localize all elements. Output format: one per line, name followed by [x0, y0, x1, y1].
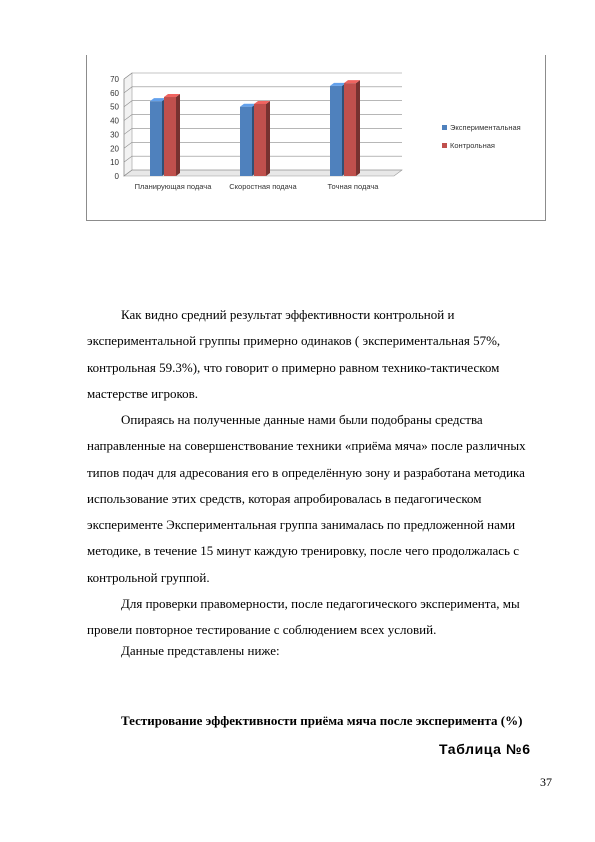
y-tick-label: 50: [110, 102, 119, 112]
x-tick-label: Точная подача: [327, 182, 379, 191]
table-caption: Тестирование эффективности приёма мяча после эксперимента (%): [121, 713, 523, 728]
paragraph-1: [87, 302, 557, 407]
paragraph-line: Данные представлены ниже:: [121, 643, 280, 658]
bar: [240, 107, 252, 176]
chart-frame: [86, 55, 546, 221]
legend-label: Экспериментальная: [450, 123, 521, 132]
bar-side: [176, 94, 180, 176]
paragraph-3: [87, 591, 557, 644]
chart-side-wall: [124, 73, 132, 176]
y-tick-label: 70: [110, 75, 119, 84]
y-tick-label: 60: [110, 88, 119, 98]
legend-swatch: [442, 143, 447, 148]
paragraph-2: [87, 407, 557, 591]
bar: [150, 101, 162, 176]
paragraph-line: типов подач для адресования его в определённую зону и разработана методика: [87, 464, 525, 480]
paragraph-line: эксперименте Экспериментальная группа занималась по предложенной нами: [87, 517, 516, 533]
paragraph-line: использование этих средств, которая апробировалась в педагогическом: [87, 490, 482, 506]
x-tick-label: Скоростная подача: [229, 182, 297, 191]
y-tick-label: 0: [114, 172, 119, 181]
paragraph-line: контрольная 59.3%), что говорит о примерно равном технико-тактическом: [87, 359, 500, 375]
gridline: [124, 73, 402, 79]
paragraph-line: направленные на совершенствование техники «приёма мяча» после различных: [87, 438, 526, 454]
bar: [330, 86, 342, 176]
paragraph-line: Опираясь на полученные данные нами были подобраны средства: [121, 412, 483, 427]
bar: [344, 83, 356, 176]
legend-label: Контрольная: [450, 141, 495, 150]
y-tick-label: 20: [110, 144, 119, 154]
paragraph-line: контрольной группой.: [87, 569, 210, 585]
paragraph-line: методике, в течение 15 минут каждую тренировку, после чего продолжалась с: [87, 543, 519, 559]
bar-chart: [87, 55, 547, 221]
paragraph-line: провели повторное тестирование с соблюдением всех условий.: [87, 622, 437, 638]
paragraph-line: экспериментальной группы примерно одинаков ( экспериментальная 57%,: [87, 333, 501, 349]
paragraph-line: Для проверки правомерности, после педагогического эксперимента, мы: [121, 596, 520, 611]
x-tick-label: Планирующая подача: [134, 182, 212, 191]
paragraph-4: [87, 638, 557, 664]
paragraph-line: мастерстве игроков.: [87, 385, 198, 401]
bar-side: [266, 101, 270, 176]
y-tick-label: 40: [110, 116, 119, 126]
bar: [254, 104, 266, 176]
bar: [164, 97, 176, 176]
table-number: Таблица №6: [439, 741, 531, 757]
legend-swatch: [442, 125, 447, 130]
page-number: 37: [540, 775, 552, 789]
y-tick-label: 10: [110, 158, 119, 168]
paragraph-line: Как видно средний результат эффективности контрольной и: [121, 307, 455, 322]
y-tick-label: 30: [110, 130, 119, 140]
gridline: [124, 87, 402, 93]
bar-side: [356, 80, 360, 176]
